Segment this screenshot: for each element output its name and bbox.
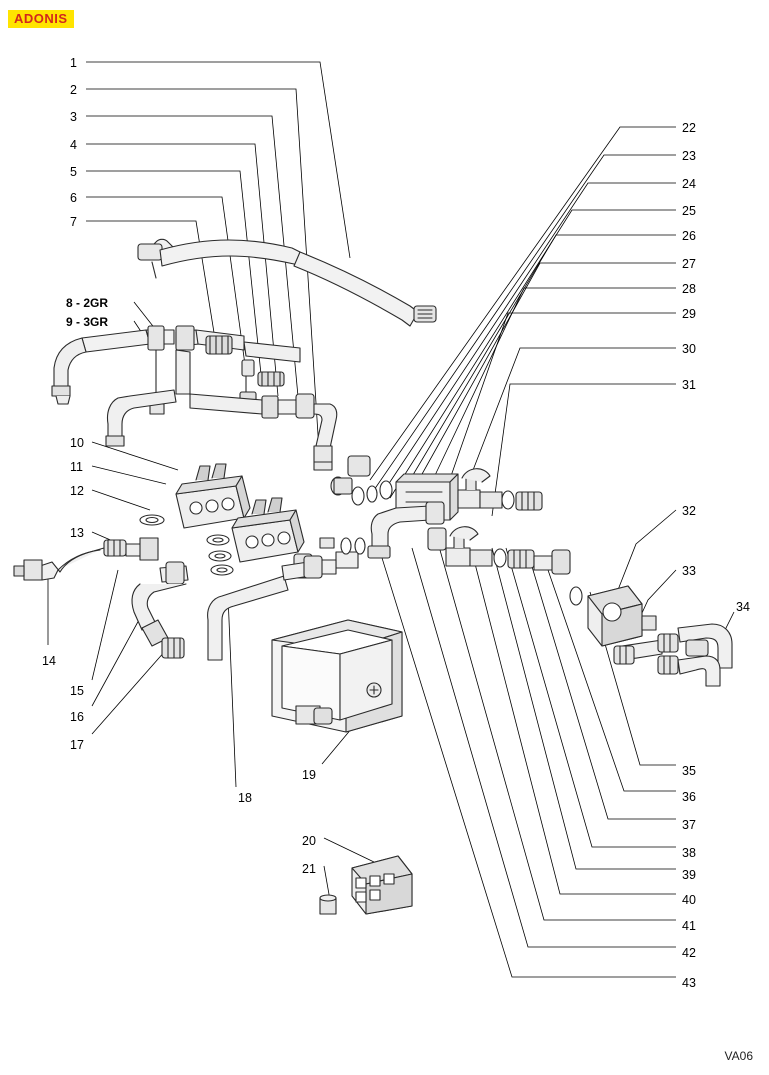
callout-number-20: 20: [302, 834, 316, 848]
callout-number-7: 7: [70, 215, 77, 229]
callout-number-31: 31: [682, 378, 696, 392]
callout-number-5: 5: [70, 165, 77, 179]
callout-number-3: 3: [70, 110, 77, 124]
callout-number-4: 4: [70, 138, 77, 152]
callout-number-10: 10: [70, 436, 84, 450]
callout-number-11: 11: [70, 460, 83, 474]
callout-number-27: 27: [682, 257, 696, 271]
callout-number-42: 42: [682, 946, 696, 960]
callout-number-19: 19: [302, 768, 316, 782]
callout-number-82GR: 8 - 2GR: [66, 296, 109, 310]
callout-number-43: 43: [682, 976, 696, 990]
drawing-code: VA06: [724, 1049, 753, 1063]
callout-number-37: 37: [682, 818, 696, 832]
callout-number-21: 21: [302, 862, 316, 876]
callout-number-32: 32: [682, 504, 696, 518]
callout-number-40: 40: [682, 893, 696, 907]
callout-number-41: 41: [682, 919, 696, 933]
callout-number-36: 36: [682, 790, 696, 804]
callout-number-18: 18: [238, 791, 252, 805]
callout-number-39: 39: [682, 868, 696, 882]
callout-number-22: 22: [682, 121, 696, 135]
callout-number-29: 29: [682, 307, 696, 321]
callout-number-33: 33: [682, 564, 696, 578]
callout-number-24: 24: [682, 177, 696, 191]
callout-number-35: 35: [682, 764, 696, 778]
callout-number-15: 15: [70, 684, 84, 698]
callout-number-16: 16: [70, 710, 84, 724]
callout-number-26: 26: [682, 229, 696, 243]
callout-number-2: 2: [70, 83, 77, 97]
callout-number-93GR: 9 - 3GR: [66, 315, 109, 329]
callout-number-1: 1: [70, 56, 77, 70]
callout-number-34: 34: [736, 600, 750, 614]
callout-number-28: 28: [682, 282, 696, 296]
callout-number-12: 12: [70, 484, 84, 498]
callout-number-17: 17: [70, 738, 84, 752]
callout-number-25: 25: [682, 204, 696, 218]
callout-number-30: 30: [682, 342, 696, 356]
callout-number-38: 38: [682, 846, 696, 860]
callout-number-23: 23: [682, 149, 696, 163]
callout-number-6: 6: [70, 191, 77, 205]
callout-number-14: 14: [42, 654, 56, 668]
page-title: ADONIS: [8, 10, 74, 28]
callout-number-13: 13: [70, 526, 84, 540]
